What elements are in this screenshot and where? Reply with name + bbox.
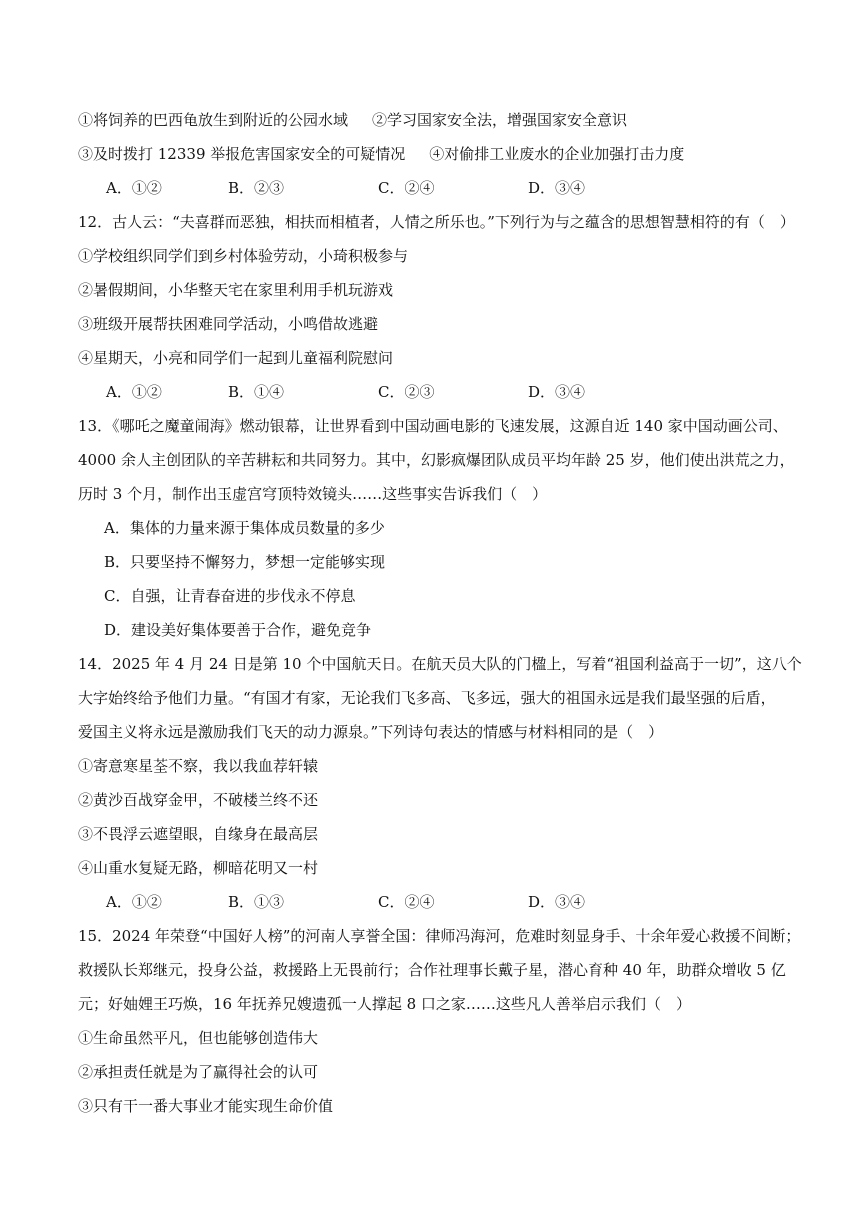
q14-stem-line-3: 爱国主义将永远是激励我们飞天的动力源泉。”下列诗句表达的情感与材料相同的是（ ） xyxy=(78,723,664,741)
q14-option-c[interactable]: C．②④ xyxy=(378,893,435,911)
q14-option-d[interactable]: D．③④ xyxy=(528,893,586,911)
q12-stem: 12．古人云：“夫喜群而恶独，相扶而相植者，人情之所乐也。”下列行为与之蕴含的思想智慧相符的有（ ） xyxy=(78,213,795,231)
q12-statement-1: ①学校组织同学们到乡村体验劳动，小琦积极参与 xyxy=(78,247,409,265)
q13-choice-a[interactable]: A．集体的力量来源于集体成员数量的多少 xyxy=(104,519,385,537)
q11-statement-row-1 xyxy=(78,110,798,130)
q15-statement-2: ②承担责任就是为了赢得社会的认可 xyxy=(78,1063,319,1081)
q12-option-c[interactable]: C．②③ xyxy=(378,383,435,401)
q15-stem-line-1: 15．2024 年荣登“中国好人榜”的河南人享誉全国：律师冯海河，危难时刻显身手、十余年爱心救援不间断； xyxy=(78,927,801,945)
q13-choice-d[interactable]: D．建设美好集体要善于合作，避免竞争 xyxy=(104,621,372,639)
q13-choice-b[interactable]: B．只要坚持不懈努力，梦想一定能够实现 xyxy=(104,553,386,571)
q11-statement-1: ①将饲养的巴西龟放生到附近的公园水域 xyxy=(78,111,349,129)
q11-statement-3: ③及时拨打 12339 举报危害国家安全的可疑情况 xyxy=(78,145,406,163)
q13-stem-line-3: 历时 3 个月，制作出玉虚宫穹顶特效镜头……这些事实告诉我们（ ） xyxy=(78,485,548,503)
q12-statement-3: ③班级开展帮扶困难同学活动，小鸣借故逃避 xyxy=(78,315,379,333)
q12-option-b[interactable]: B．①④ xyxy=(228,383,285,401)
q13-stem-line-2: 4000 余人主创团队的辛苦耕耘和共同努力。其中，幻影疯爆团队成员平均年龄 25 岁，他们使出洪荒之力， xyxy=(78,451,795,469)
q14-statement-2: ②黄沙百战穿金甲，不破楼兰终不还 xyxy=(78,791,319,809)
q12-statement-4: ④星期天，小亮和同学们一起到儿童福利院慰问 xyxy=(78,349,394,367)
q14-statement-4: ④山重水复疑无路，柳暗花明又一村 xyxy=(78,859,319,877)
q15-statement-1: ①生命虽然平凡，但也能够创造伟大 xyxy=(78,1029,319,1047)
q14-option-b[interactable]: B．①③ xyxy=(228,893,285,911)
q11-statement-4: ④对偷排工业废水的企业加强打击力度 xyxy=(429,145,685,163)
q14-statement-3: ③不畏浮云遮望眼，自缘身在最高层 xyxy=(78,825,319,843)
q13-choice-c[interactable]: C．自强，让青春奋进的步伐永不停息 xyxy=(104,587,356,605)
q15-statement-3: ③只有干一番大事业才能实现生命价值 xyxy=(78,1097,334,1115)
q14-option-a[interactable]: A．①② xyxy=(106,893,162,911)
q14-stem-line-1: 14．2025 年 4 月 24 日是第 10 个中国航天日。在航天员大队的门楹上，写着“祖国利益高于一切”，这八个 xyxy=(78,655,802,673)
q14-stem-line-2: 大字始终给予他们力量。“有国才有家，无论我们飞多高、飞多远，强大的祖国永远是我们最坚强的后盾， xyxy=(78,689,776,707)
q11-statement-2: ②学习国家安全法，增强国家安全意识 xyxy=(372,111,628,129)
q12-statement-2: ②暑假期间，小华整天宅在家里利用手机玩游戏 xyxy=(78,281,394,299)
q13-stem-line-1: 13．《哪吒之魔童闹海》燃动银幕，让世界看到中国动画电影的飞速发展，这源自近 140 家中国动画公司、 xyxy=(78,417,788,435)
q11-statement-row-2 xyxy=(78,144,798,164)
q14-statement-1: ①寄意寒星荃不察，我以我血荐轩辕 xyxy=(78,757,319,775)
q12-option-d[interactable]: D．③④ xyxy=(528,383,586,401)
q11-option-a[interactable]: A．①② xyxy=(106,179,162,197)
q15-stem-line-3: 元；好妯娌王巧焕，16 年抚养兄嫂遗孤一人撑起 8 口之家……这些凡人善举启示我们（ ） xyxy=(78,995,691,1013)
q12-option-a[interactable]: A．①② xyxy=(106,383,162,401)
q11-option-d[interactable]: D．③④ xyxy=(528,179,586,197)
q11-option-c[interactable]: C．②④ xyxy=(378,179,435,197)
q11-option-b[interactable]: B．②③ xyxy=(228,179,285,197)
q15-stem-line-2: 救援队长郑继元，投身公益，救援路上无畏前行；合作社理事长戴子星，潜心育种 40 年，助群众增收 5 亿 xyxy=(78,961,786,979)
